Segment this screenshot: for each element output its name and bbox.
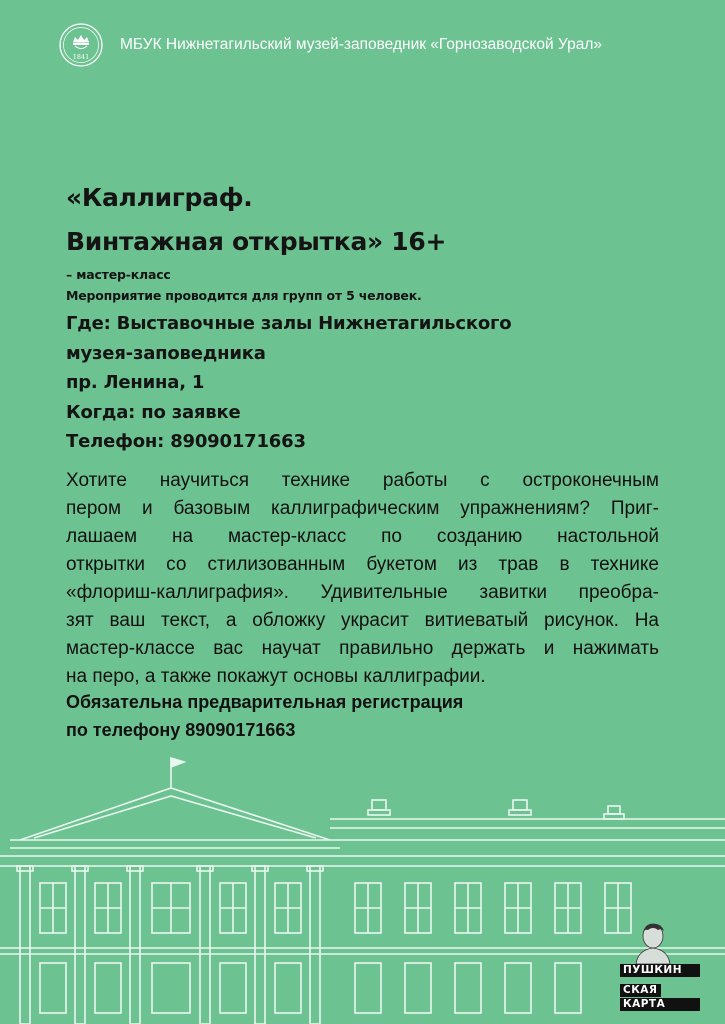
registration-line1: Обязательна предварительная регистрация xyxy=(66,692,464,712)
pushkin-card-line1: ПУШКИН xyxy=(620,964,700,977)
pushkin-portrait-icon xyxy=(628,922,678,964)
description-line: открытки со стилизованным букетом из трав в технике xyxy=(66,554,659,575)
pushkin-card-line2: СКАЯ xyxy=(620,984,661,997)
description-line: мастер-классе вас научат правильно держать и нажимать xyxy=(66,638,659,659)
event-details xyxy=(66,309,666,457)
header xyxy=(58,22,698,68)
pushkin-card-line3: КАРТА xyxy=(620,998,700,1011)
event-title-line1: «Каллиграф. xyxy=(66,183,253,212)
phone: Телефон: 89090171663 xyxy=(66,431,306,452)
description-line: пером и базовым каллиграфическим упражнениям? Приг- xyxy=(66,498,659,519)
where-line2: музея-заповедника xyxy=(66,342,266,364)
event-title-line2: Винтажная открытка» 16+ xyxy=(66,227,447,256)
description-line: зят ваш текст, а обложку украсит витиеватый рисунок. На xyxy=(66,610,659,631)
address: пр. Ленина, 1 xyxy=(66,372,205,393)
description-line: Хотите научиться технике работы с остроконечным xyxy=(66,470,659,491)
event-type: – мастер-класс xyxy=(66,267,171,282)
description xyxy=(66,467,659,691)
museum-logo-icon xyxy=(58,22,104,68)
description-line: на перо, а также покажут основы каллиграфии. xyxy=(66,666,486,687)
pushkin-card-badge xyxy=(620,922,700,1010)
logo-year: 1841 xyxy=(72,53,90,61)
description-line: «флориш-каллиграфия». Удивительные завитки преобра- xyxy=(66,582,659,603)
group-note: Мероприятие проводится для групп от 5 человек. xyxy=(66,288,422,303)
event-info xyxy=(66,176,666,457)
where-line1: Где: Выставочные залы Нижнетагильского xyxy=(66,313,512,334)
description-line: лашаем на мастер-класс по созданию настольной xyxy=(66,526,659,547)
museum-building-illustration xyxy=(0,748,725,1024)
when: Когда: по заявке xyxy=(66,401,241,423)
organization-name: МБУК Нижнетагильский музей-заповедник «Горнозаводской Урал» xyxy=(120,36,602,53)
registration xyxy=(66,688,463,744)
registration-line2: по телефону 89090171663 xyxy=(66,720,296,740)
